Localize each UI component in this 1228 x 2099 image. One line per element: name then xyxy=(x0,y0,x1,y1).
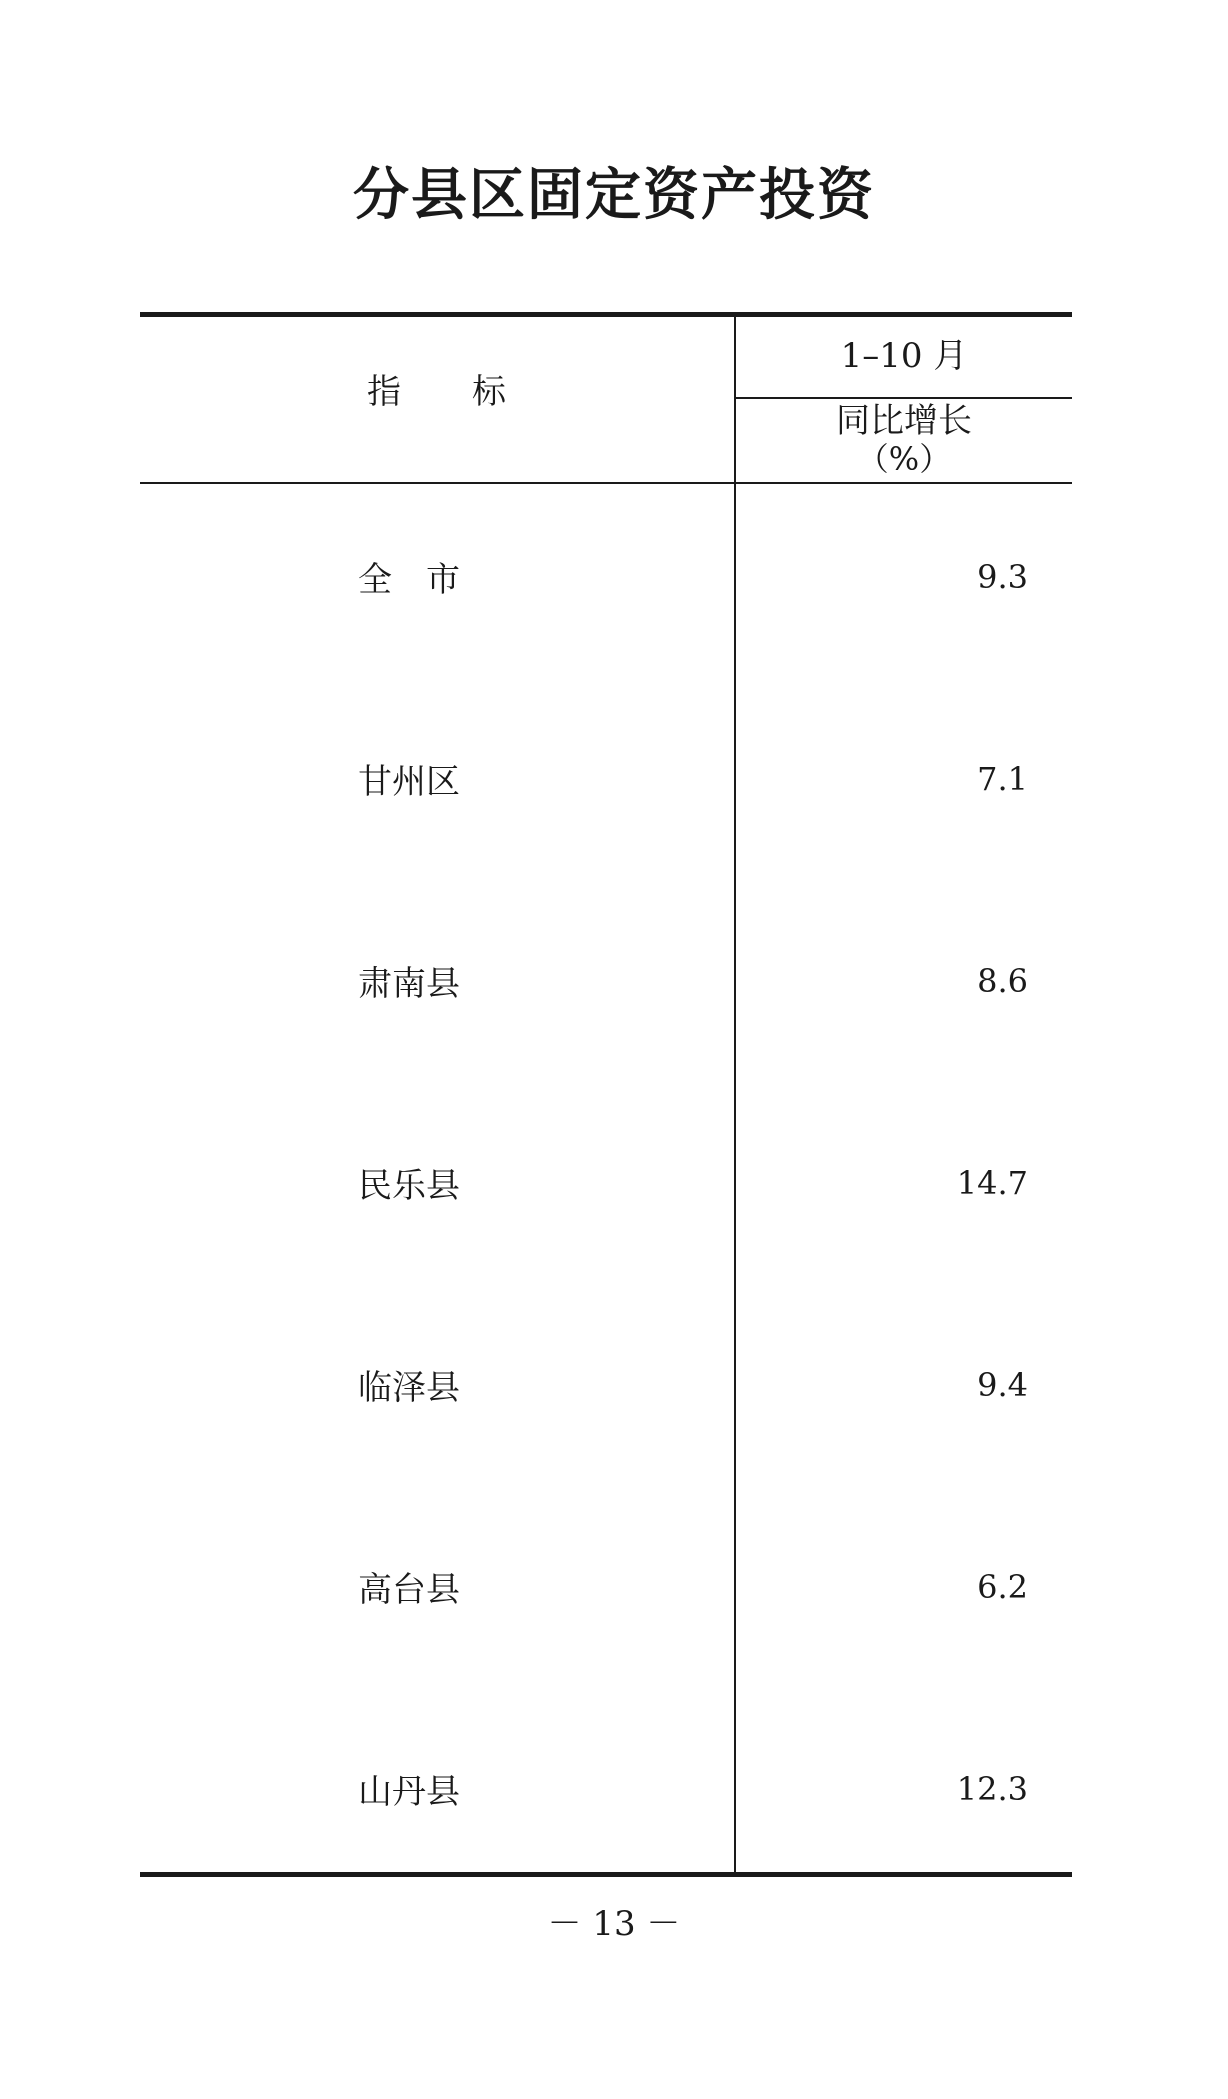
header-unit: （%） xyxy=(856,440,952,478)
page-title: 分县区固定资产投资 xyxy=(353,163,875,228)
row-value: 12.3 xyxy=(956,1770,1028,1808)
header-metric: 同比增长 xyxy=(836,401,972,441)
row-value: 9.4 xyxy=(977,1366,1028,1404)
row-value: 8.6 xyxy=(977,962,1028,1000)
page-number: － 13 － xyxy=(547,1904,681,1944)
column-divider xyxy=(734,317,736,1872)
row-name: 肃南县 xyxy=(358,964,460,1004)
row-name: 全 市 xyxy=(358,560,460,600)
row-name: 临泽县 xyxy=(358,1368,460,1408)
table-top-rule xyxy=(140,312,1072,317)
row-value: 7.1 xyxy=(977,760,1028,798)
header-bottom-rule xyxy=(140,482,1072,484)
header-period: 1–10 月 xyxy=(840,336,968,376)
row-value: 9.3 xyxy=(977,558,1028,596)
table-bottom-rule xyxy=(140,1872,1072,1877)
row-name: 甘州区 xyxy=(358,762,460,802)
row-name: 山丹县 xyxy=(358,1772,460,1812)
header-indicator: 指 标 xyxy=(367,372,507,412)
row-value: 14.7 xyxy=(956,1164,1028,1202)
row-value: 6.2 xyxy=(977,1568,1028,1606)
header-sub-rule xyxy=(735,397,1072,399)
row-name: 高台县 xyxy=(358,1570,460,1610)
row-name: 民乐县 xyxy=(358,1166,460,1206)
